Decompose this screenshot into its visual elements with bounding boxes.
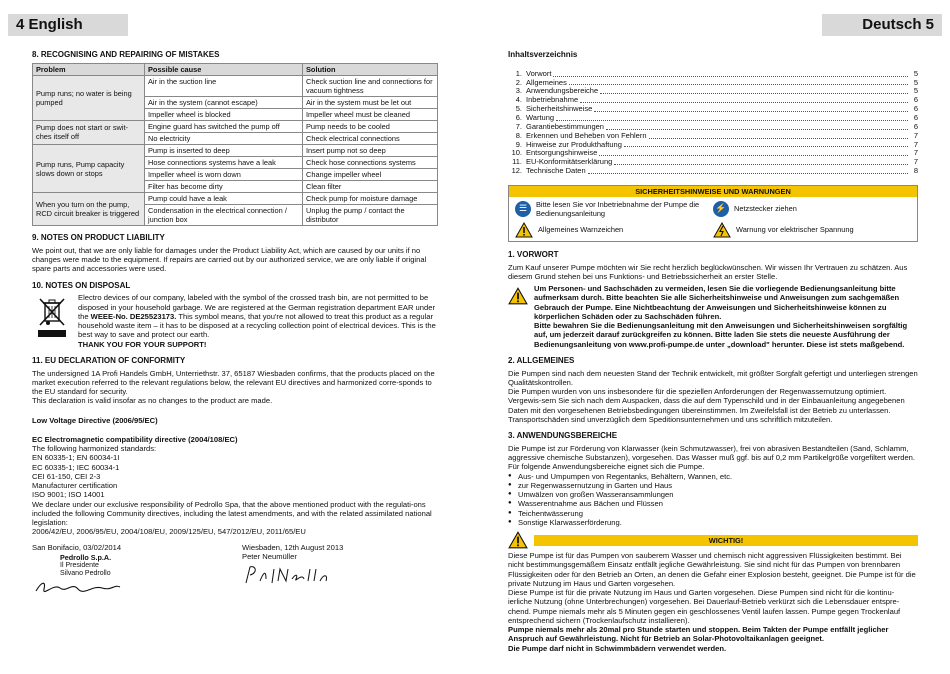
section-10-title: 10. NOTES ON DISPOSAL xyxy=(32,280,131,290)
list-item: ● Aus- und Umpumpen von Regentanks, Behältern, Wannen, etc. xyxy=(508,472,918,481)
toc-number: 9. xyxy=(515,139,522,149)
page-header-right xyxy=(822,14,942,36)
toc-number: 1. xyxy=(515,68,522,78)
safety-warnings-box xyxy=(508,185,918,242)
section-10 xyxy=(32,281,438,349)
solution-cell: Insert pump not so deep xyxy=(303,144,438,156)
declaration-text: We declare under our exclusive responsibility of Pedrollo Spa, that the above mentioned product with the regulati-ons included the following Community directives, including the latest amendments, and with the related assimilated national legislation: xyxy=(32,499,432,528)
col-header-cause: Possible cause xyxy=(145,63,303,75)
unplug-text: Netzstecker ziehen xyxy=(734,204,797,214)
solution-cell: Pump needs to be cooled xyxy=(303,120,438,132)
section-11-text2: This declaration is valid insofar as no changes to the product are made. xyxy=(32,396,273,406)
list-item: ● zur Regenwassernutzung in Garten und Haus xyxy=(508,481,918,490)
section-10-text: Electro devices of our company, labeled with the symbol of the crossed trash bin, are not permitted to be disposed in your household garbage. We are registered at the German registration department EAR under the WEEE-No. DE25523173. This symbol means, that you're not allowed to treat this product as a regular household waste item – it has to be disposed at a recycling collection point of electrical devices. This is the best way to save and protect our earth. THANK YOU FOR YOUR SUPPORT! xyxy=(78,293,436,349)
toc-dots xyxy=(606,123,908,130)
solution-cell: Check electrical connections xyxy=(303,132,438,144)
cause-cell: Air in the system (cannot escape) xyxy=(145,96,303,108)
electrical-voltage-text: Warnung vor elektrischer Spannung xyxy=(736,225,854,235)
page-number-right: Deutsch 5 xyxy=(862,15,934,33)
toc-number: 4. xyxy=(515,95,522,105)
toc-page: 5 xyxy=(913,86,918,96)
standards-list: The following harmonized standards: EN 60335-1; EN 60034-1I EC 60335-1; IEC 60034-1 CEI 61-150, CEI 2-3 Manufacturer certification ISO 9001; ISO 14001 xyxy=(32,444,157,500)
problem-cell: When you turn on the pump, RCD circuit breaker is triggered xyxy=(33,193,145,226)
toc-page: 6 xyxy=(913,112,918,122)
table-row xyxy=(33,120,438,132)
toc-number: 8. xyxy=(515,130,522,140)
solution-cell: Clean filter xyxy=(303,181,438,193)
solution-cell: Check hose connections systems xyxy=(303,157,438,169)
toc-label: EU-Konformitätserklärung xyxy=(526,157,613,167)
toc-number: 7. xyxy=(515,121,522,131)
read-manual-icon: ☰ xyxy=(515,201,531,217)
toc-number: 2. xyxy=(515,77,522,87)
toc-dots xyxy=(614,158,908,165)
toc-dots xyxy=(600,87,908,94)
toc-number: 12. xyxy=(511,166,522,176)
solution-cell: Unplug the pump / contact the distributor xyxy=(303,205,438,226)
troubleshooting-table xyxy=(32,63,438,226)
toc-page: 5 xyxy=(913,77,918,87)
low-voltage-directive: Low Voltage Directive (2006/95/EC) xyxy=(32,415,158,425)
warning-icon xyxy=(508,287,528,305)
solution-cell: Change impeller wheel xyxy=(303,169,438,181)
toc-page: 7 xyxy=(913,157,918,167)
toc-page: 6 xyxy=(913,104,918,114)
table-row xyxy=(33,193,438,205)
toc-label: Hinweise zur Produkthaftung xyxy=(526,139,622,149)
list-item: ● Teichentwässerung xyxy=(508,509,918,518)
crossed-bin-icon xyxy=(32,293,72,349)
toc-label: Vorwort xyxy=(526,68,552,78)
anwendungsbereiche-title: 3. ANWENDUNGSBEREICHE xyxy=(508,431,618,441)
section-9-title: 9. NOTES ON PRODUCT LIABILITY xyxy=(32,233,165,243)
list-item: ● Sonstige Klarwasserförderung. xyxy=(508,518,918,527)
application-list xyxy=(508,472,918,528)
table-of-contents xyxy=(508,70,918,176)
problem-cell: Pump does not start or swit-ches itself off xyxy=(33,120,145,144)
toc-number: 11. xyxy=(512,157,522,167)
toc-label: Erkennen und Beheben von Fehlern xyxy=(526,130,647,140)
toc-dots xyxy=(569,79,908,86)
toc-page: 7 xyxy=(913,130,918,140)
cause-cell: Pump could have a leak xyxy=(145,193,303,205)
signature-neumueller-icon xyxy=(242,563,332,587)
toc-label: Anwendungsbereiche xyxy=(526,86,599,96)
section-9 xyxy=(32,233,438,274)
section-vorwort xyxy=(508,250,918,349)
page-header-left xyxy=(8,14,128,36)
toc-number: 10. xyxy=(511,148,522,158)
read-manual-text: Bitte lesen Sie vor Inbetriebnahme der Pumpe die Bedienungsanleitung xyxy=(536,199,700,218)
signature-block-pedrollo: San Bonifacio, 03/02/2014 Pedrollo S.p.A. Il Presidente Silvano Pedrollo xyxy=(32,543,202,598)
solution-cell: Impeller wheel must be cleaned xyxy=(303,108,438,120)
important-banner xyxy=(508,531,918,549)
signature-pedrollo-icon xyxy=(32,579,122,595)
solution-cell: Check pump for moisture damage xyxy=(303,193,438,205)
signature-block-neumueller: Wiesbaden, 12th August 2013 Peter Neumüller xyxy=(242,543,412,598)
toc-label: Entsorgungshinweise xyxy=(526,148,598,158)
section-11 xyxy=(32,356,438,598)
thanks-text: THANK YOU FOR YOUR SUPPORT! xyxy=(78,339,207,349)
toc-dots xyxy=(624,141,908,148)
unplug-icon: ⚡ xyxy=(713,201,729,217)
table-row xyxy=(33,75,438,96)
col-header-solution: Solution xyxy=(303,63,438,75)
problem-cell: Pump runs; no water is being pumped xyxy=(33,75,145,120)
cause-cell: Condensation in the electrical connection / junction box xyxy=(145,205,303,226)
toc-label: Technische Daten xyxy=(526,166,586,176)
toc-label: Sicherheitshinweise xyxy=(526,104,593,114)
section-anwendungsbereiche: 3. ANWENDUNGSBEREICHE Die Pumpe ist zur Förderung von Klarwasser (kein Schmutzwasser), frei von abrasiven Bestandteilen (Sand, Schlamm, aggressive chemische Substanzen), vorgesehen. Das Wasser muß ggf. bis auf 0,2 mm Partikelgröße vorgefiltert werden. Für folgende Anwendungsbereiche eignet sich die Pumpe. ● Aus- und Umpumpen von Regentanks, Behältern, Wannen, etc. ● zur Regenwassernutzung in Garten und Haus ● Umwälzen von großen Wasseransammlungen ● Wasserentnahme aus Bächen und Flüssen ● Teichentwässerung ● Sonstige Klarwasserförderung. xyxy=(508,431,918,527)
cause-cell: Air in the suction line xyxy=(145,75,303,96)
toc-title: Inhaltsverzeichnis xyxy=(508,50,578,59)
section-9-text: We point out, that we are only liable for damages under the Product Liability Act, which are caused by our units if no changes were made to the equipment. If repairs are carried out by our authorized service, we are only liable if original spare parts and accessories were used. xyxy=(32,245,427,274)
toc-label: Inbetriebnahme xyxy=(526,95,579,105)
directive-list: 2006/42/EU, 2006/95/EU, 2004/108/EU, 2009/125/EU, 547/2012/EU, 2011/65/EU xyxy=(32,527,306,537)
toc-dots xyxy=(588,167,908,174)
right-column xyxy=(508,50,918,653)
problem-cell: Pump runs, Pump capacity slows down or stops xyxy=(33,144,145,192)
list-item: ● Umwälzen von großen Wasseransammlungen xyxy=(508,490,918,499)
toc-dots xyxy=(594,105,908,112)
cause-cell: No electricity xyxy=(145,132,303,144)
important-section: Diese Pumpe ist für das Pumpen von sauberem Wasser und chemisch nicht aggressiven Flüssigkeiten bestimmt. Bei nicht bestimmungsgemäßem Einsatz entfällt jegliche Gewährleistung. Sie sind nicht für das Pumpen von brennbaren Flüssigkeiten oder für den Betrieb an Orten, an denen die Gefahr einer Explosion besteht, geeignet. Die Pumpe ist für die private Nutzung im Haus und Garten vorgesehen. Diese Pumpe ist für die private Nutzung im Haus und Garten vorgesehen. Diese Pumpen sind nicht für die kontinu-ierliche Nutzung (ohne Unterbrechungen) vorgesehen. Bei Dauerlauf-Betrieb verkürzt sich die Lebensdauer entspre-chend. Pumpe niemals mehr als 5 Minuten gegen ein geschlossenes Ventil laufen lassen. Pumpe gegen Trockenlauf entsprechend sichern (Trockenlaufschutz installieren). Pumpe niemals mehr als 20mal pro Stunde starten und stoppen. Beim Takten der Pumpe entfällt jeglicher Anspruch auf Gewährleistung. Nicht für Betrieb an Solar-Photovoltaikanlagen geeignet. Die Pumpe darf nicht in Schwimmbädern verwendet werden. xyxy=(508,551,916,653)
section-11-title: 11. EU DECLARATION OF CONFORMITY xyxy=(32,355,186,365)
vorwort-bold-text2: Bitte bewahren Sie die Bedienungsanleitung mit den Anweisungen und Sicherheitshinweisen sorgfältig auf, um jederzeit darauf zurückgreifen zu können. Bitte laden Sie stets die neueste Ausführung der Bedienungsanleitung von www.profi-pumpe.de unter „download" herunter. Diese ist stets maßgebend. xyxy=(534,321,908,349)
allgemeines-title: 2. ALLGEMEINES xyxy=(508,355,575,365)
list-item: ● Wasserentnahme aus Bächen und Flüssen xyxy=(508,499,918,508)
toc-page: 6 xyxy=(913,95,918,105)
solution-cell: Air in the system must be let out xyxy=(303,96,438,108)
toc-label: Garantiebestimmungen xyxy=(526,121,604,131)
toc-page: 8 xyxy=(913,166,918,176)
toc-dots xyxy=(556,114,908,121)
toc-page: 6 xyxy=(913,121,918,131)
weee-number: WEEE-No. DE25523173. xyxy=(90,311,177,321)
toc-number: 6. xyxy=(515,112,522,122)
electrical-voltage-icon xyxy=(713,222,731,238)
cause-cell: Pump is inserted to deep xyxy=(145,144,303,156)
emc-directive: EC Electromagnetic compatibility directive (2004/108/EC) xyxy=(32,434,238,444)
table-row xyxy=(33,144,438,156)
cause-cell: Impeller wheel is worn down xyxy=(145,169,303,181)
toc-page: 5 xyxy=(913,68,918,78)
important-warning-icon xyxy=(508,531,528,549)
toc-number: 3. xyxy=(515,86,522,96)
toc-entry[interactable] xyxy=(508,70,918,79)
toc-dots xyxy=(599,149,908,156)
toc-label: Wartung xyxy=(526,112,555,122)
page-number-left: 4 English xyxy=(16,15,83,33)
section-allgemeines: 2. ALLGEMEINES Die Pumpen sind nach dem neuesten Stand der Technik entwickelt, mit größter Sorgfalt gefertigt und unterliegen strengen Qualitätskontrollen. Die Pumpen wurden von uns insbesondere für die speziellen Anforderungen der Regenwassernutzung optimiert. Vergewis-sern Sie sich nach dem Auspacken, dass die auf dem Typenschild und in der Einbauanleitung angegebenen Daten mit den vorgesehenen Betriebsbedingungen übereinstimmen. Im Zweifelsfall ist der Betrieb zu unterlassen. Transportschäden sind unverzüglich dem Speditionsunternehmen und uns schriftlich mitzuteilen. xyxy=(508,355,918,424)
general-warning-text: Allgemeines Warnzeichen xyxy=(538,225,624,235)
toc-page: 7 xyxy=(913,139,918,149)
general-warning-icon xyxy=(515,222,533,238)
solution-cell: Check suction line and connections for vacuum tightness xyxy=(303,75,438,96)
cause-cell: Hose connections systems have a leak xyxy=(145,157,303,169)
safety-warnings-title: SICHERHEITSHINWEISE UND WARNUNGEN xyxy=(509,186,917,197)
toc-number: 5. xyxy=(515,104,522,114)
toc-entry[interactable] xyxy=(508,105,918,114)
col-header-problem: Problem xyxy=(33,63,145,75)
section-8-title: 8. RECOGNISING AND REPAIRING OF MISTAKES xyxy=(32,50,220,59)
toc-dots xyxy=(580,96,908,103)
toc-entry[interactable] xyxy=(508,167,918,176)
toc-dots xyxy=(553,70,908,77)
cause-cell: Engine guard has switched the pump off xyxy=(145,120,303,132)
vorwort-bold-text: Um Personen- und Sachschäden zu vermeiden, lesen Sie die vorliegende Bedienungsanleitung bitte aufmerksam durch. Bitte beachten Sie alle Sicherheitshinweise und Anweisungen zum sachgemäßen Gebrauch der Pumpe. Eine Nichtbeachtung der Anweisungen und Sicherheitshinweise können zu körperlichen Schäden oder zu Sachschäden führen. xyxy=(534,284,900,321)
toc-label: Allgemeines xyxy=(526,77,567,87)
vorwort-text: Zum Kauf unserer Pumpe möchten wir Sie recht herzlich beglückwünschen. Wir wissen Ihr Vertrauen zu schätzen. Aus diesem Grund stehen bei uns Funktions- und Betriebssicherheit an erster Stelle. xyxy=(508,262,908,281)
cause-cell: Filter has become dirty xyxy=(145,181,303,193)
cause-cell: Impeller wheel is blocked xyxy=(145,108,303,120)
section-11-text: The undersigned 1A Profi Handels GmbH, Unterriethstr. 37, 65187 Wiesbaden confirms, that the products placed on the market execution referred to the relevant regulations below, the relevant EU directives and harmonized corre-sponds to the EU standard for security. xyxy=(32,368,435,397)
important-title: WICHTIG! xyxy=(534,535,918,546)
toc-dots xyxy=(649,132,908,139)
vorwort-title: 1. VORWORT xyxy=(508,249,559,259)
toc-page: 7 xyxy=(913,148,918,158)
left-column xyxy=(32,50,438,604)
